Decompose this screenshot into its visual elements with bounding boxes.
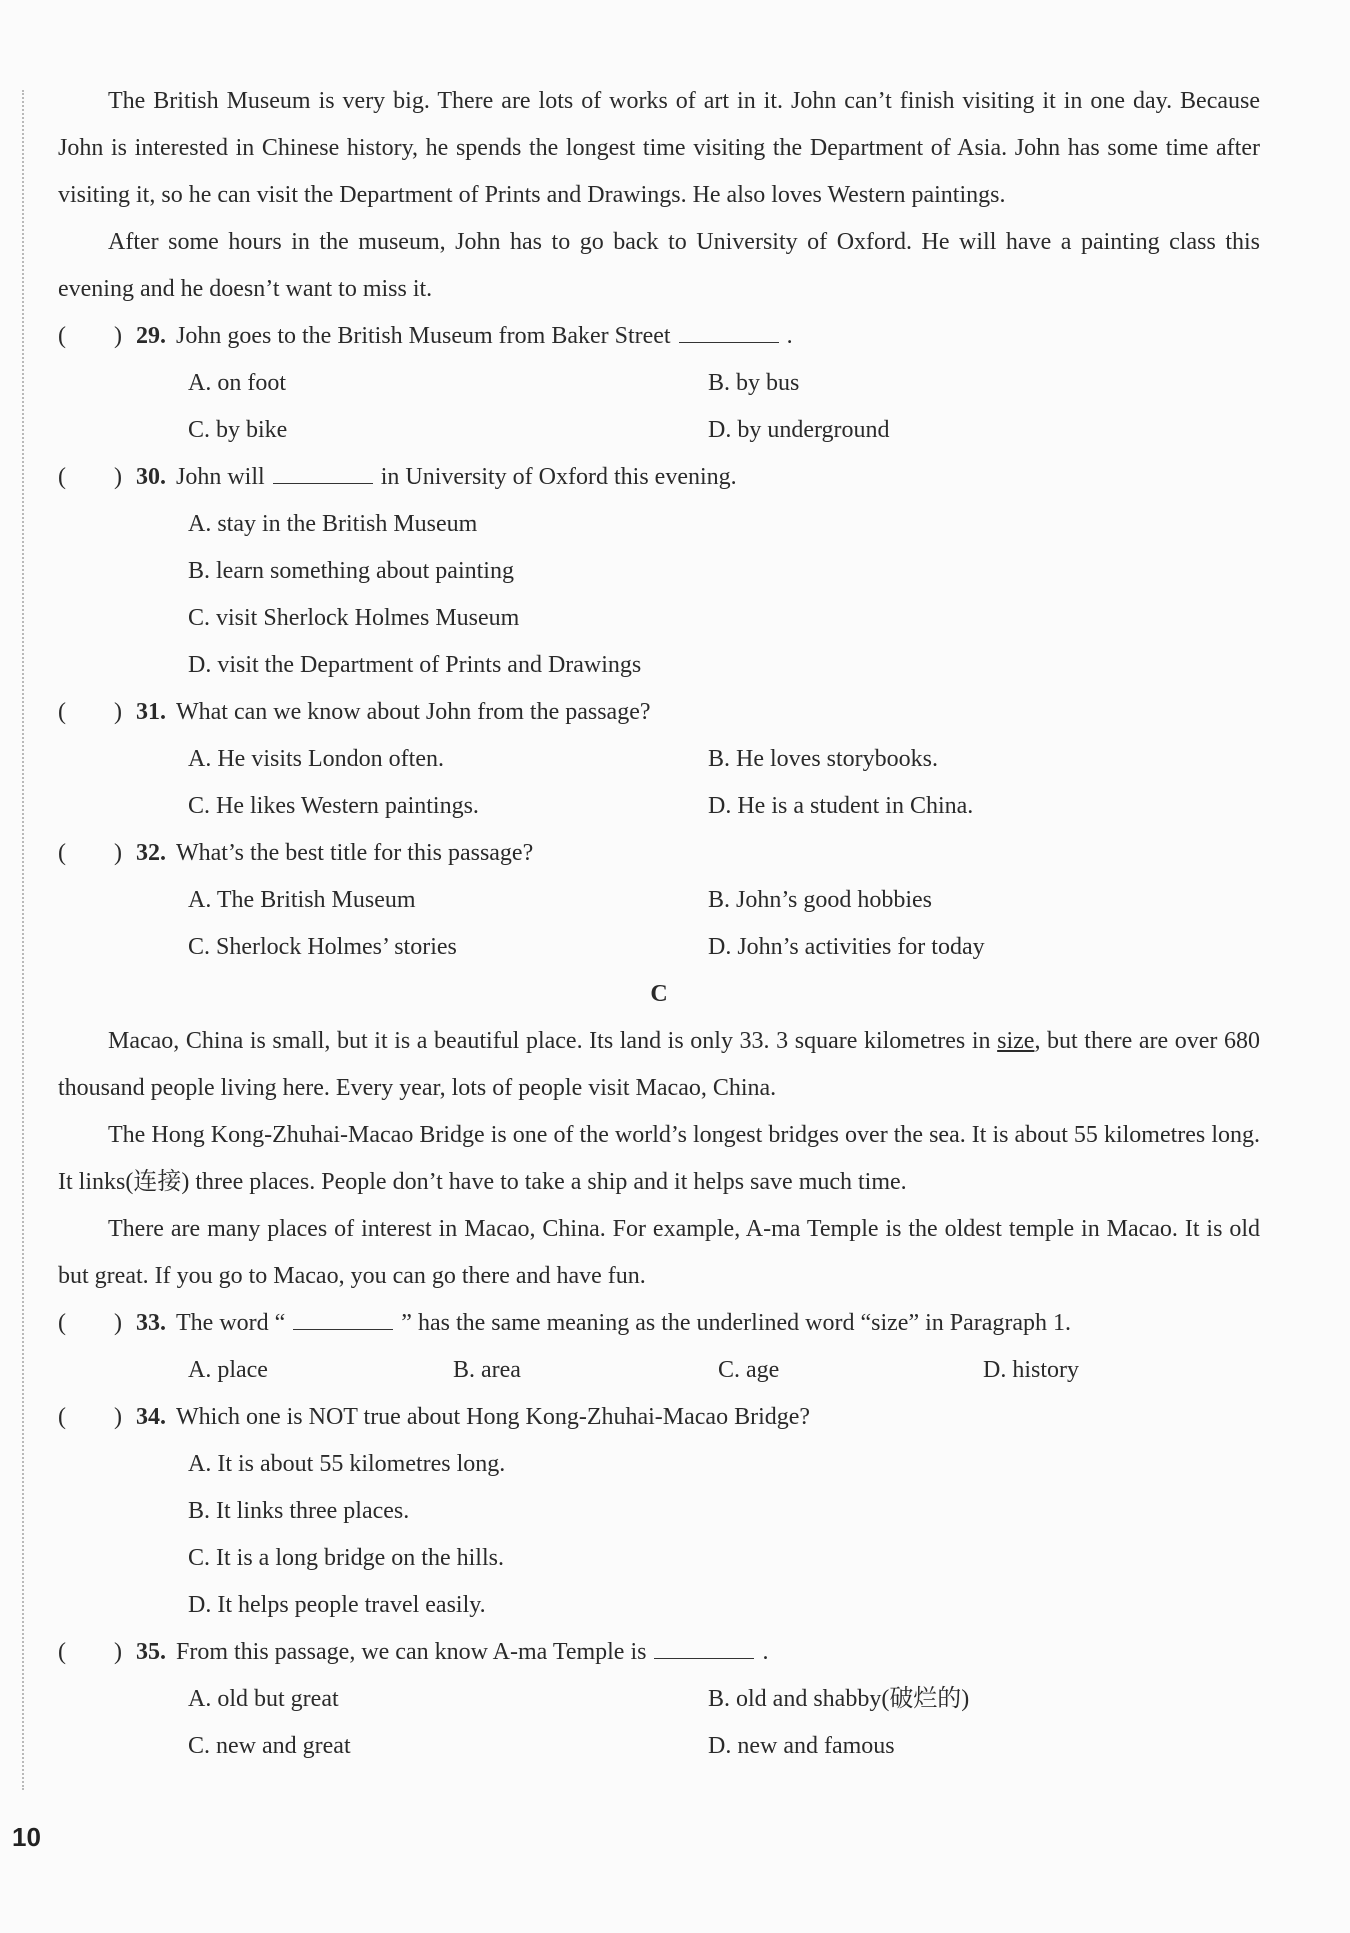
options-row xyxy=(188,595,1260,642)
answer-paren-close: ) xyxy=(114,464,122,490)
options-group xyxy=(188,360,1260,454)
answer-paren-open[interactable]: ( xyxy=(58,840,66,866)
option-a[interactable]: A. It is about 55 kilometres long. xyxy=(188,1451,506,1477)
options-group xyxy=(188,877,1260,971)
question-stem-end: . xyxy=(762,1639,769,1665)
question-row xyxy=(58,313,1260,360)
option-c[interactable]: C. by bike xyxy=(188,417,288,443)
options-row xyxy=(188,1535,1260,1582)
question-stem: John goes to the British Museum from Baker Street xyxy=(176,323,671,349)
option-a[interactable]: A. The British Museum xyxy=(188,887,416,913)
option-b[interactable]: B. John’s good hobbies xyxy=(708,887,933,913)
underlined-word-size: size xyxy=(997,1028,1035,1054)
question-row xyxy=(58,1394,1260,1441)
answer-paren-open[interactable]: ( xyxy=(58,1310,66,1336)
options-row xyxy=(188,1347,1260,1394)
answer-paren-close: ) xyxy=(114,699,122,725)
question-stem-end: . xyxy=(786,323,793,349)
option-a[interactable]: A. place xyxy=(188,1357,268,1383)
answer-paren-open[interactable]: ( xyxy=(58,699,66,725)
passage-b-paragraph-1: The British Museum is very big. There are lots of works of art in it. John can’t finish visiting it in one day. Because John is interested in Chinese history, he spends the longest time visiting the Department of Asia. John has some time after visiting it, so he can visit the Department of Prints and Drawings. He also loves Western paintings. xyxy=(58,88,1260,208)
option-d[interactable]: D. visit the Department of Prints and Drawings xyxy=(188,652,642,678)
options-row xyxy=(188,1723,1260,1770)
question-row xyxy=(58,454,1260,501)
option-b[interactable]: B. It links three places. xyxy=(188,1498,410,1524)
options-row xyxy=(188,877,1260,924)
options-row xyxy=(188,548,1260,595)
page-number: 10 xyxy=(12,1822,41,1852)
answer-paren-close: ) xyxy=(114,323,122,349)
question-number: 30. xyxy=(136,464,166,490)
option-c[interactable]: C. It is a long bridge on the hills. xyxy=(188,1545,504,1571)
option-a[interactable]: A. old but great xyxy=(188,1686,339,1712)
options-row xyxy=(188,736,1260,783)
option-d[interactable]: D. He is a student in China. xyxy=(708,793,974,819)
option-a[interactable]: A. on foot xyxy=(188,370,286,396)
option-c[interactable]: C. new and great xyxy=(188,1733,351,1759)
answer-paren-close: ) xyxy=(114,840,122,866)
options-group xyxy=(188,1441,1260,1629)
passage-c-p1-part1: Macao, China is small, but it is a beautiful place. Its land is only 33. 3 square kilometres in xyxy=(108,1028,998,1054)
question-row xyxy=(58,689,1260,736)
answer-blank[interactable] xyxy=(293,1307,393,1330)
question-number: 35. xyxy=(136,1639,166,1665)
passage-c-p1-part2: , but there are over 680 thousand people living here. Every year, lots of people visit Macao, China. xyxy=(58,1028,1261,1101)
answer-paren-open[interactable]: ( xyxy=(58,464,66,490)
question-number: 29. xyxy=(136,323,166,349)
option-d[interactable]: D. new and famous xyxy=(708,1733,895,1759)
questions-section-b xyxy=(58,313,1260,971)
options-group xyxy=(188,736,1260,830)
question-stem: What’s the best title for this passage? xyxy=(176,840,534,866)
option-d[interactable]: D. history xyxy=(983,1357,1079,1383)
questions-section-c xyxy=(58,1300,1260,1770)
answer-paren-close: ) xyxy=(114,1639,122,1665)
answer-paren-open[interactable]: ( xyxy=(58,323,66,349)
question-stem: What can we know about John from the passage? xyxy=(176,699,651,725)
options-row xyxy=(188,1676,1260,1723)
passage-b-paragraph-2: After some hours in the museum, John has to go back to University of Oxford. He will have a painting class this evening and he doesn’t want to miss it. xyxy=(58,229,1260,302)
option-d[interactable]: D. John’s activities for today xyxy=(708,934,985,960)
option-a[interactable]: A. stay in the British Museum xyxy=(188,511,478,537)
options-row xyxy=(188,1488,1260,1535)
answer-paren-open[interactable]: ( xyxy=(58,1639,66,1665)
answer-paren-open[interactable]: ( xyxy=(58,1404,66,1430)
options-group xyxy=(188,1347,1260,1394)
option-b[interactable]: B. learn something about painting xyxy=(188,558,514,584)
options-group xyxy=(188,501,1260,689)
question-number: 33. xyxy=(136,1310,166,1336)
answer-blank[interactable] xyxy=(679,320,779,343)
question-stem: From this passage, we can know A-ma Temple is xyxy=(176,1639,647,1665)
options-row xyxy=(188,642,1260,689)
page-content xyxy=(58,78,1260,1770)
question-stem-end: in University of Oxford this evening. xyxy=(380,464,737,490)
options-row xyxy=(188,501,1260,548)
option-d[interactable]: D. by underground xyxy=(708,417,890,443)
question-stem: John will xyxy=(176,464,265,490)
question-stem: Which one is NOT true about Hong Kong-Zhuhai-Macao Bridge? xyxy=(176,1404,811,1430)
option-c[interactable]: C. age xyxy=(718,1357,780,1383)
options-row xyxy=(188,783,1260,830)
option-b[interactable]: B. area xyxy=(453,1357,521,1383)
options-row xyxy=(188,360,1260,407)
option-b[interactable]: B. He loves storybooks. xyxy=(708,746,938,772)
passage-c-paragraph-1 xyxy=(58,1018,1260,1112)
binding-margin-line xyxy=(22,90,24,1790)
answer-paren-close: ) xyxy=(114,1310,122,1336)
option-b[interactable]: B. by bus xyxy=(708,370,800,396)
option-c[interactable]: C. He likes Western paintings. xyxy=(188,793,479,819)
options-group xyxy=(188,1676,1260,1770)
question-stem-end: ” has the same meaning as the underlined word “size” in Paragraph 1. xyxy=(401,1310,1072,1336)
answer-blank[interactable] xyxy=(654,1636,754,1659)
question-row xyxy=(58,1300,1260,1347)
option-c[interactable]: C. Sherlock Holmes’ stories xyxy=(188,934,457,960)
question-number: 34. xyxy=(136,1404,166,1430)
question-row xyxy=(58,1629,1260,1676)
section-c-title: C xyxy=(650,981,668,1007)
answer-paren-close: ) xyxy=(114,1404,122,1430)
option-c[interactable]: C. visit Sherlock Holmes Museum xyxy=(188,605,520,631)
options-row xyxy=(188,1582,1260,1629)
question-number: 32. xyxy=(136,840,166,866)
passage-c-paragraph-2: The Hong Kong-Zhuhai-Macao Bridge is one of the world’s longest bridges over the sea. It is about 55 kilometres long. It links(连接) three places. People don’t have to take a ship and it helps save much time. xyxy=(58,1122,1260,1195)
options-row xyxy=(188,407,1260,454)
options-row xyxy=(188,924,1260,971)
options-row xyxy=(188,1441,1260,1488)
passage-c-paragraph-3: There are many places of interest in Macao, China. For example, A-ma Temple is the oldest temple in Macao. It is old but great. If you go to Macao, you can go there and have fun. xyxy=(58,1216,1260,1289)
question-stem: The word “ xyxy=(176,1310,286,1336)
answer-blank[interactable] xyxy=(273,461,373,484)
option-a[interactable]: A. He visits London often. xyxy=(188,746,444,772)
question-number: 31. xyxy=(136,699,166,725)
option-b[interactable]: B. old and shabby(破烂的) xyxy=(708,1686,970,1712)
question-row xyxy=(58,830,1260,877)
option-d[interactable]: D. It helps people travel easily. xyxy=(188,1592,486,1618)
